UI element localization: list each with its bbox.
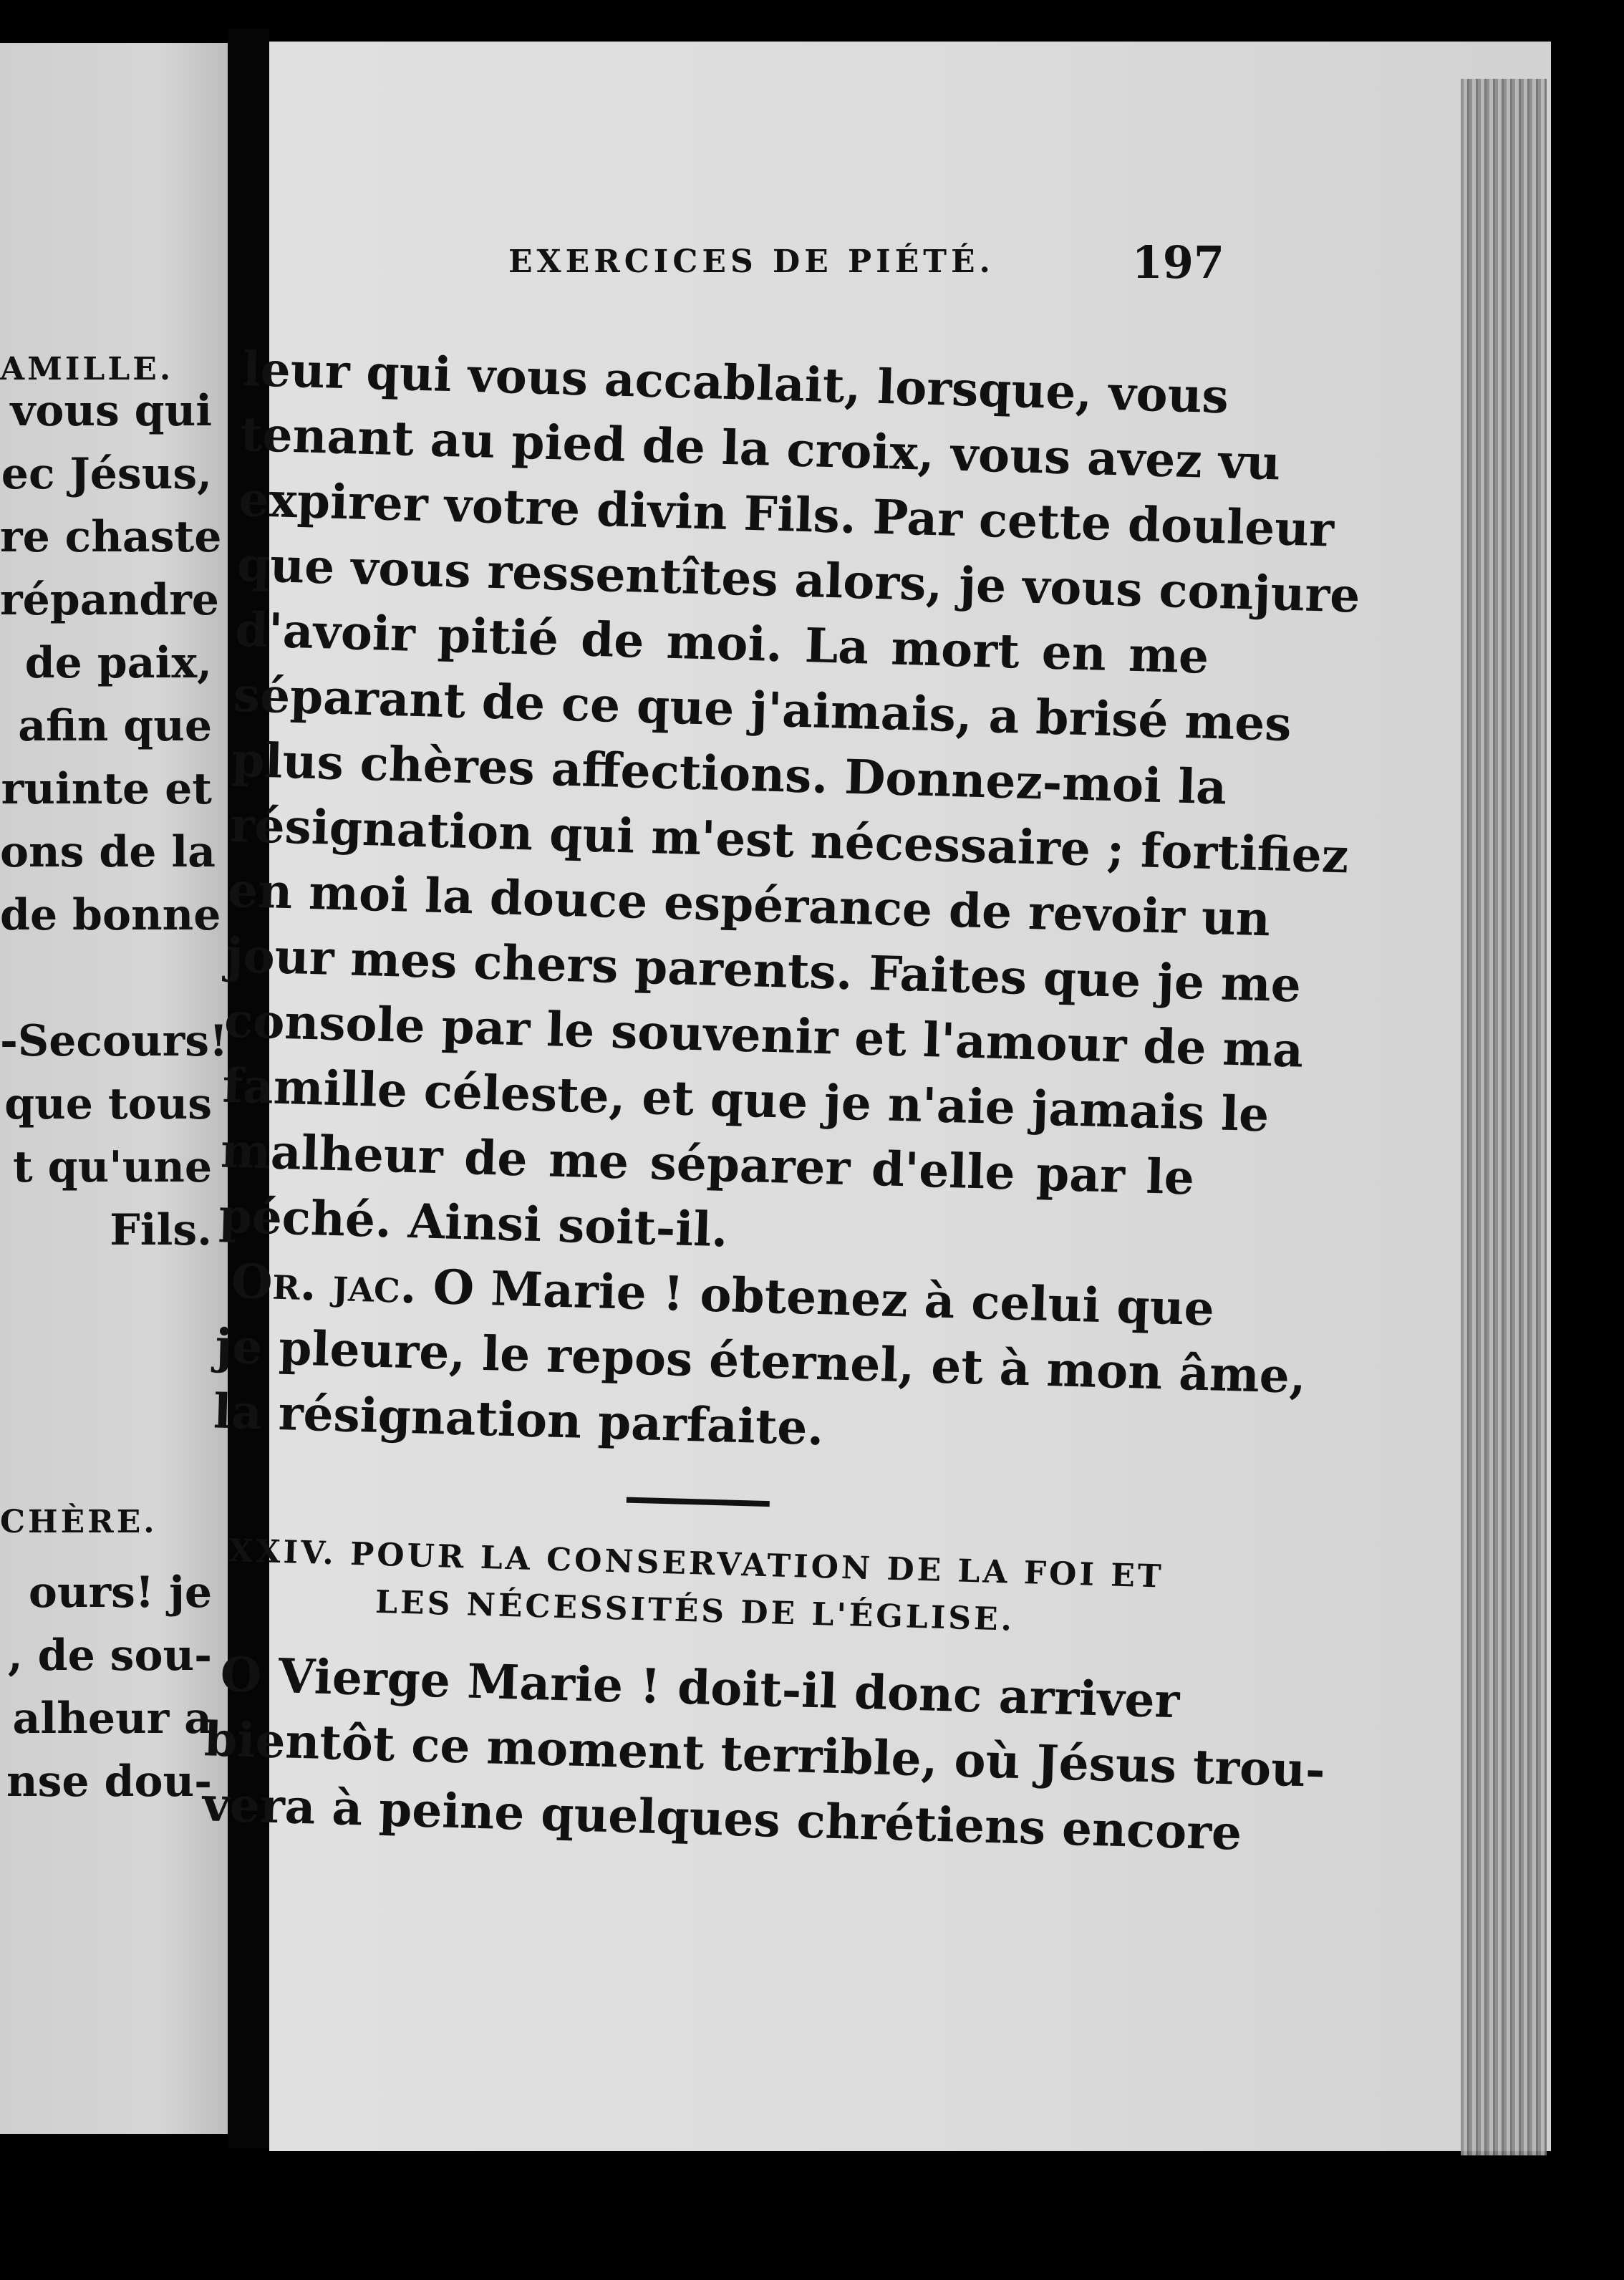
previous-page-line: ec Jésus, — [1, 449, 212, 499]
previous-page-line: afin que — [18, 701, 212, 751]
text-line: vera à peine quelques chrétiens encore — [201, 1776, 1243, 1861]
text-line: bientôt ce moment terrible, où Jésus trou- — [203, 1711, 1326, 1798]
previous-page-line: ruinte et — [1, 764, 212, 814]
previous-page-line: répandre — [0, 575, 219, 625]
text-line: expirer votre divin Fils. Par cette douleur — [238, 470, 1335, 558]
text-line: séparant de ce que j'aimais, a brisé mes — [232, 666, 1292, 753]
text-line: malheur de me séparer d'elle par le — [220, 1122, 1195, 1206]
page-header — [258, 236, 1224, 315]
previous-page-line: alheur a — [12, 1694, 212, 1744]
text-line: O Vierge Marie ! doit-il donc arriver — [219, 1646, 1181, 1729]
previous-page-text-bottom — [0, 1561, 212, 1813]
text-line: je pleure, le repos éternel, et à mon âme, — [214, 1318, 1307, 1404]
previous-page — [0, 43, 228, 2134]
page-edges — [1461, 79, 1547, 2155]
text-line: péché. Ainsi soit-il. — [218, 1187, 729, 1258]
previous-page-line: ons de la — [0, 827, 216, 877]
text-line: plus chères affections. Donnez-moi la — [231, 731, 1228, 816]
text-line: leur qui vous accablait, lorsque, vous — [241, 340, 1229, 425]
page-number: 197 — [1131, 236, 1224, 289]
text-line: la résignation parfaite. — [213, 1383, 825, 1457]
text-line: famille céleste, et que je n'aie jamais le — [221, 1057, 1270, 1143]
previous-page-line: nse dou- — [6, 1757, 212, 1807]
previous-page-subheading: CHÈRE. — [0, 1504, 158, 1540]
text-line: résignation qui m'est nécessaire ; fortifiez — [228, 796, 1350, 884]
previous-page-line: de paix, — [24, 638, 212, 688]
previous-page-line: t qu'une — [13, 1142, 212, 1192]
previous-page-blank-line — [0, 947, 212, 1010]
section-heading-line: LES NÉCESSITÉS DE L'ÉGLISE. — [374, 1583, 1015, 1638]
previous-page-line: -Secours! — [0, 1016, 228, 1066]
text-line: que vous ressentîtes alors, je vous conjure — [236, 536, 1361, 624]
paragraph-prayer-consolation — [218, 337, 1361, 1275]
previous-page-running-title: AMILLE. — [0, 351, 174, 387]
prayer-label: Or. jac. — [231, 1253, 417, 1315]
section-divider — [627, 1497, 770, 1507]
previous-page-line: re chaste — [0, 512, 222, 562]
previous-page-text-top — [0, 380, 228, 1262]
page-body — [201, 337, 1361, 1864]
previous-page-line: , de sou- — [7, 1631, 212, 1681]
text-line: console par le souvenir et l'amour de ma — [223, 992, 1305, 1078]
text-line: tenant au pied de la croix, vous avez vu — [240, 405, 1282, 491]
text-line: en moi la douce espérance de revoir un — [227, 861, 1271, 947]
running-title: EXERCICES DE PIÉTÉ. — [508, 243, 995, 280]
previous-page-line: ours! je — [28, 1568, 212, 1618]
section-heading-line: XXIV. POUR LA CONSERVATION DE LA FOI ET — [228, 1532, 1165, 1595]
text-line: d'avoir pitié de moi. La mort en me — [234, 601, 1210, 685]
prayer-text: O Marie ! obtenez à celui que — [432, 1258, 1215, 1337]
previous-page-line: Fils. — [110, 1205, 212, 1255]
text-line: jour mes chers parents. Faites que je me — [225, 927, 1302, 1013]
paragraph-ejaculatory-prayer — [213, 1249, 1307, 1472]
section-heading — [208, 1527, 1184, 1648]
previous-page-line: vous qui — [10, 386, 212, 436]
previous-page-line: que tous — [4, 1079, 212, 1129]
previous-page-line: de bonne — [0, 890, 221, 940]
paragraph-faith-prayer — [201, 1641, 1326, 1864]
